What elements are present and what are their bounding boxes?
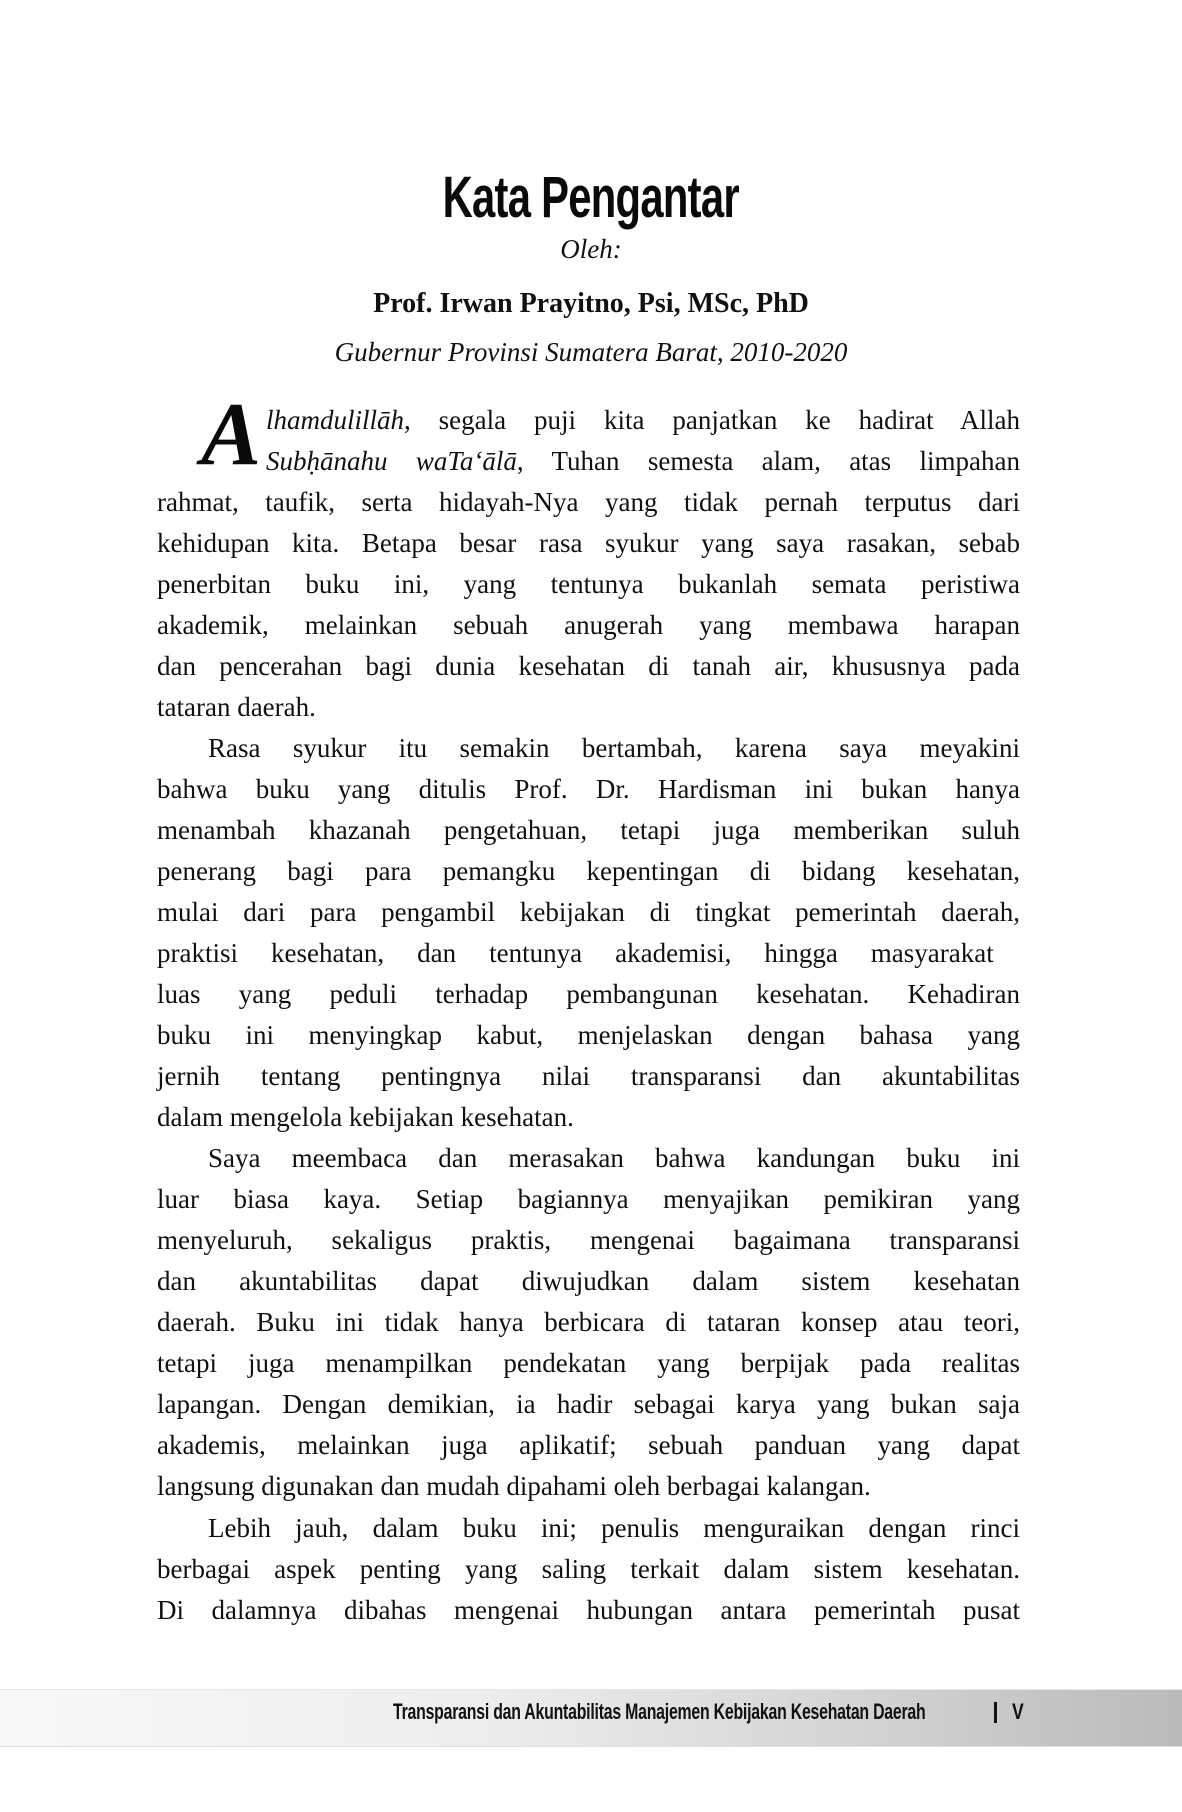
paragraph-2-line-10: dalam mengelola kebijakan kesehatan. bbox=[157, 1102, 574, 1132]
paragraph-3-line-5: daerah. Buku ini tidak hanya berbicara di tataran konsep atau teori, bbox=[157, 1307, 1020, 1337]
page-title-text: Kata Pengantar bbox=[442, 165, 740, 230]
paragraph-4-line-1: Lebih jauh, dalam buku ini; penulis menguraikan dengan rinci bbox=[208, 1513, 1020, 1543]
paragraph-3-line-1: Saya meembaca dan merasakan bahwa kandungan buku ini bbox=[208, 1143, 1020, 1173]
paragraph-2-line-1: Rasa syukur itu semakin bertambah, karena saya meyakini bbox=[208, 733, 1020, 763]
paragraph-1-line-8: tataran daerah. bbox=[157, 692, 316, 722]
paragraph-3-line-6: tetapi juga menampilkan pendekatan yang berpijak pada realitas bbox=[157, 1348, 1020, 1378]
line-rest: , Tuhan semesta alam, atas limpahan bbox=[516, 446, 1020, 476]
running-footer-title-text: Transparansi dan Akuntabilitas Manajemen Kebijakan Kesehatan Daerah bbox=[393, 1699, 926, 1724]
page-number bbox=[1012, 1698, 1032, 1726]
paragraph-1-line-2 bbox=[266, 441, 1020, 482]
byline-label: Oleh: bbox=[560, 234, 622, 264]
paragraph-1-line-6: akademik, melainkan sebuah anugerah yang membawa harapan bbox=[157, 610, 1020, 640]
paragraph-3-line-9: langsung digunakan dan mudah dipahami oleh berbagai kalangan. bbox=[157, 1471, 871, 1501]
paragraph-2-line-8: buku ini menyingkap kabut, menjelaskan dengan bahasa yang bbox=[157, 1020, 1020, 1050]
paragraph-3-line-8: akademis, melainkan juga aplikatif; sebuah panduan yang dapat bbox=[157, 1430, 1020, 1460]
paragraph-2-line-7: luas yang peduli terhadap pembangunan kesehatan. Kehadiran bbox=[157, 979, 1020, 1009]
italic-run: lhamdulillāh bbox=[266, 405, 405, 435]
paragraph-1-line-1 bbox=[266, 400, 1020, 441]
author-name: Prof. Irwan Prayitno, Psi, MSc, PhD bbox=[373, 288, 809, 319]
paragraph-4-line-3: Di dalamnya dibahas mengenai hubungan antara pemerintah pusat bbox=[157, 1595, 1020, 1625]
paragraph-3-line-3: menyeluruh, sekaligus praktis, mengenai bagaimana transparansi bbox=[157, 1225, 1020, 1255]
paragraph-3-line-2: luar biasa kaya. Setiap bagiannya menyajikan pemikiran yang bbox=[157, 1184, 1020, 1214]
paragraph-1-line-7: dan pencerahan bagi dunia kesehatan di tanah air, khususnya pada bbox=[157, 651, 1020, 681]
line-rest: , segala puji kita panjatkan ke hadirat Allah bbox=[404, 405, 1020, 435]
footer-separator bbox=[994, 1702, 997, 1723]
author-position: Gubernur Provinsi Sumatera Barat, 2010-2020 bbox=[334, 337, 848, 367]
paragraph-2-line-3: menambah khazanah pengetahuan, tetapi juga memberikan suluh bbox=[157, 815, 1020, 845]
paragraph-2-line-2: bahwa buku yang ditulis Prof. Dr. Hardisman ini bukan hanya bbox=[157, 774, 1020, 804]
paragraph-2-line-9: jernih tentang pentingnya nilai transparansi dan akuntabilitas bbox=[157, 1061, 1020, 1091]
paragraph-2-line-6: praktisi kesehatan, dan tentunya akademisi, hingga masyarakat bbox=[157, 938, 994, 968]
italic-run: Subḥānahu waTa‘ālā bbox=[266, 446, 517, 476]
paragraph-1-line-3: rahmat, taufik, serta hidayah-Nya yang tidak pernah terputus dari bbox=[157, 487, 1020, 517]
running-footer-title bbox=[393, 1698, 993, 1726]
paragraph-3-line-4: dan akuntabilitas dapat diwujudkan dalam sistem kesehatan bbox=[157, 1266, 1020, 1296]
paragraph-2-line-4: penerang bagi para pemangku kepentingan di bidang kesehatan, bbox=[157, 856, 1020, 886]
page-title bbox=[0, 166, 1182, 230]
drop-cap: A bbox=[201, 385, 262, 484]
paragraph-4-line-2: berbagai aspek penting yang saling terkait dalam sistem kesehatan. bbox=[157, 1554, 1020, 1584]
paragraph-2-line-5: mulai dari para pengambil kebijakan di tingkat pemerintah daerah, bbox=[157, 897, 1020, 927]
paragraph-1-line-5: penerbitan buku ini, yang tentunya bukanlah semata peristiwa bbox=[157, 569, 1020, 599]
page-number-text: V bbox=[1012, 1699, 1024, 1724]
paragraph-1-line-4: kehidupan kita. Betapa besar rasa syukur yang saya rasakan, sebab bbox=[157, 528, 1020, 558]
paragraph-3-line-7: lapangan. Dengan demikian, ia hadir sebagai karya yang bukan saja bbox=[157, 1389, 1020, 1419]
